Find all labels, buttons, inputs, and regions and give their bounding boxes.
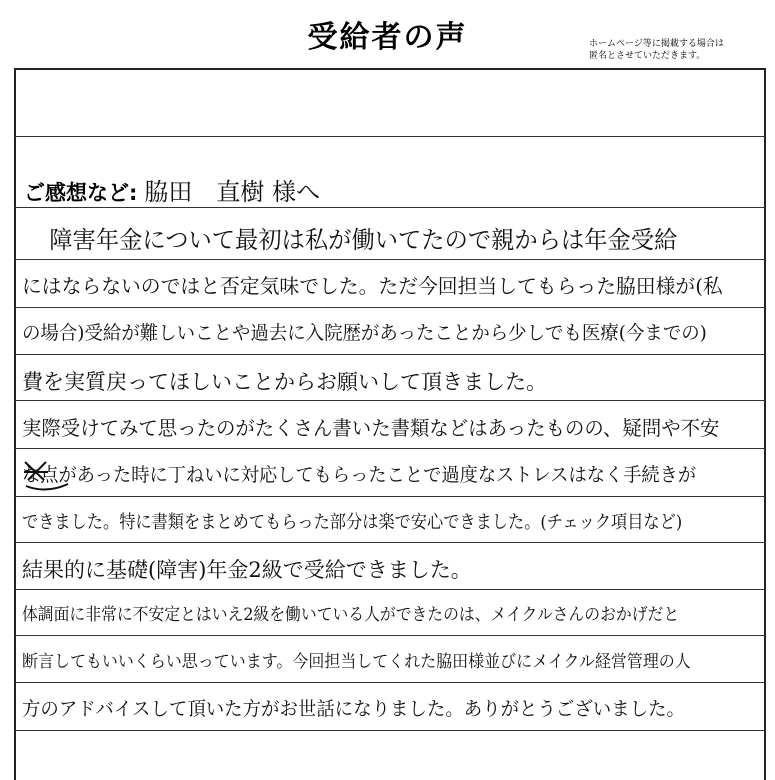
comment-line: 障害年金について最初は私が働いてたので親からは年金受給 bbox=[26, 226, 678, 254]
comment-label-row bbox=[24, 172, 320, 207]
comment-line: 体調面に非常に不安定とはいえ2級を働いている人ができたのは、メイクルさんのおかげだと bbox=[22, 605, 680, 625]
comment-line: 断言してもいいくらい思っています。今回担当してくれた脇田様並びにメイクル経営管理の人 bbox=[22, 652, 691, 672]
comment-line: できました。特に書類をまとめてもらった部分は楽で安心できました。(チェック項目など) bbox=[22, 512, 683, 533]
privacy-note-line-1: ホームページ等に掲載する場合は bbox=[589, 39, 724, 49]
ruled-line bbox=[14, 496, 766, 497]
comment-line: 結果的に基礎(障害)年金2級で受給できました。 bbox=[22, 558, 472, 582]
ruled-line bbox=[14, 542, 766, 543]
ruled-line bbox=[14, 682, 766, 683]
comment-line: 実際受けてみて思ったのがたくさん書いた書類などはあったものの、疑問や不安 bbox=[22, 416, 720, 440]
scribble-correction-icon bbox=[22, 458, 72, 494]
privacy-note bbox=[589, 38, 771, 62]
comment-line: 費を実質戻ってほしいことからお願いして頂きました。 bbox=[22, 370, 547, 394]
ruled-line bbox=[14, 400, 766, 401]
page-title: 受給者の声 bbox=[307, 20, 468, 55]
ruled-line bbox=[14, 730, 766, 731]
comment-line: にはならないのではと否定気味でした。ただ今回担当してもらった脇田様が(私 bbox=[22, 274, 723, 298]
comment-line: 方のアドバイスして頂いた方がお世話になりました。ありがとうございました。 bbox=[22, 698, 685, 720]
comment-line: の場合)受給が難しいことや過去に入院歴があったことから少しでも医療(今までの) bbox=[22, 322, 707, 344]
ruled-line bbox=[14, 354, 766, 355]
comment-label: ご感想など: bbox=[24, 181, 138, 205]
ruled-line bbox=[14, 207, 766, 208]
ruled-line bbox=[14, 635, 766, 636]
ruled-line bbox=[14, 589, 766, 590]
comment-line: な点があった時に丁ねいに対応してもらったことで過度なストレスはなく手続きが bbox=[22, 464, 697, 486]
ruled-line bbox=[14, 259, 766, 260]
ruled-line bbox=[14, 307, 766, 308]
addressee-name: 脇田 直樹 様へ bbox=[144, 178, 321, 206]
ruled-line bbox=[14, 448, 766, 449]
ruled-line bbox=[14, 136, 766, 137]
privacy-note-line-2: 匿名とさせていただきます。 bbox=[589, 51, 706, 61]
